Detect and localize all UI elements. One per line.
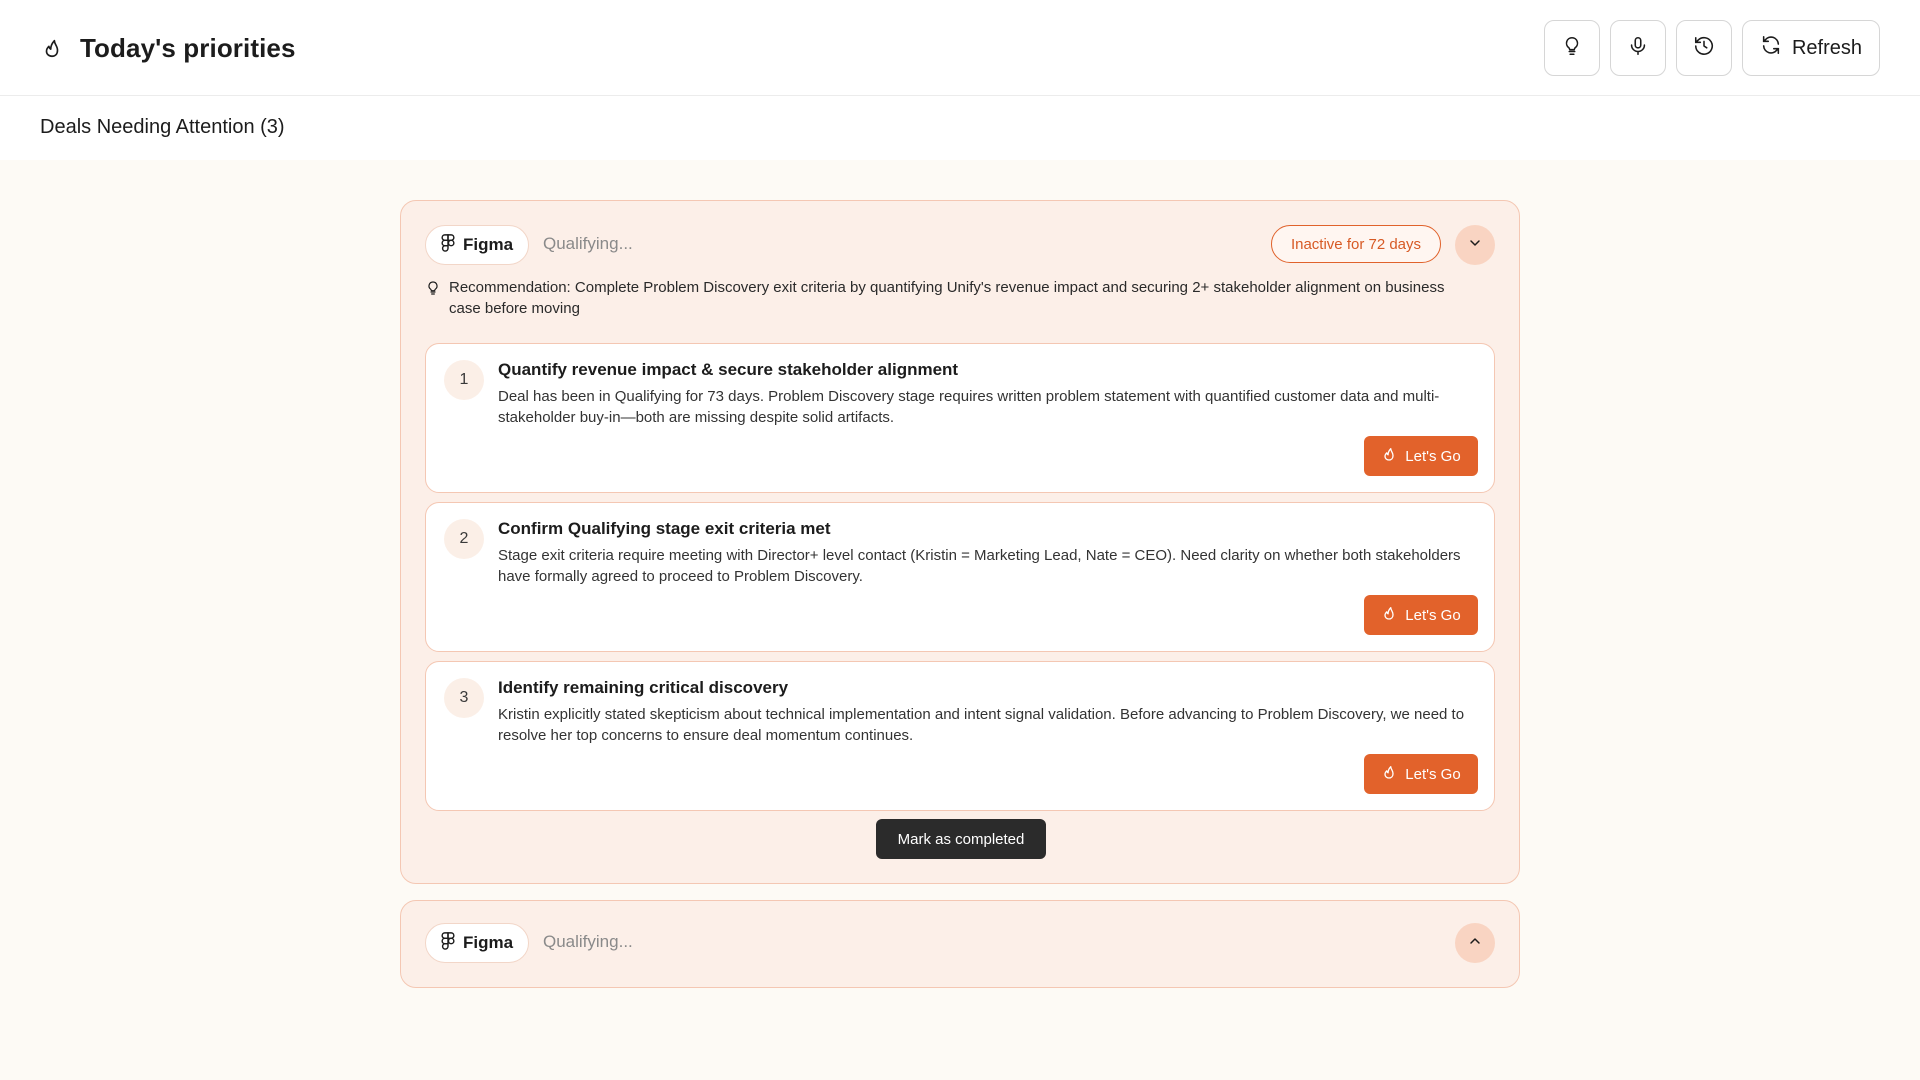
history-button[interactable] — [1676, 20, 1732, 76]
step-number: 2 — [444, 519, 484, 559]
chevron-up-icon — [1467, 933, 1483, 954]
company-name: Figma — [462, 235, 514, 254]
history-icon — [1693, 35, 1715, 62]
recommendation — [425, 277, 1445, 319]
lets-go-button[interactable] — [1364, 595, 1478, 635]
expand-button[interactable] — [1455, 923, 1495, 963]
voice-button[interactable] — [1610, 20, 1666, 76]
step-title: Confirm Qualifying stage exit criteria met — [498, 519, 831, 538]
company-chip[interactable] — [425, 225, 529, 265]
lets-go-label: Let's Go — [1405, 447, 1461, 465]
section-bar — [0, 96, 1920, 160]
flame-icon — [1381, 604, 1397, 626]
step-description: Kristin explicitly stated skepticism about technical implementation and intent signal validation. Before advancing to Problem Discovery, we need to resolve her top concerns to ensure deal momentum continues. — [498, 706, 1465, 744]
chevron-down-icon — [1467, 235, 1483, 256]
section-title: Deals Needing Attention (3) — [40, 116, 285, 138]
company-name: Figma — [462, 933, 514, 952]
step-description: Stage exit criteria require meeting with Director+ level contact (Kristin = Marketing Lead, Nate = CEO). Need clarity on whether both stakeholders have formally agreed to proceed to Problem Discovery. — [498, 547, 1461, 585]
page-title: Today's priorities — [80, 32, 296, 63]
company-chip[interactable] — [425, 923, 529, 963]
top-bar — [0, 0, 1920, 96]
collapse-button[interactable] — [1455, 225, 1495, 265]
lightbulb-icon — [1561, 35, 1583, 62]
step-title: Quantify revenue impact & secure stakeholder alignment — [498, 360, 959, 379]
step-number: 3 — [444, 678, 484, 718]
deal-stage: Qualifying... — [543, 932, 633, 951]
flame-icon — [1381, 763, 1397, 785]
mark-completed-button[interactable]: Mark as completed — [876, 819, 1046, 859]
step-number: 1 — [444, 360, 484, 400]
lets-go-button[interactable] — [1364, 436, 1478, 476]
refresh-button[interactable] — [1742, 20, 1880, 76]
lets-go-label: Let's Go — [1405, 765, 1461, 783]
inactive-badge: Inactive for 72 days — [1271, 225, 1441, 263]
figma-icon — [441, 234, 455, 257]
lets-go-button[interactable] — [1364, 754, 1478, 794]
action-step — [425, 502, 1495, 652]
step-title: Identify remaining critical discovery — [498, 678, 789, 697]
recommendation-text: Recommendation: Complete Problem Discovery exit criteria by quantifying Unify's revenue impact and securing 2+ stakeholder alignment on business case before moving — [449, 279, 1445, 317]
deal-card — [400, 200, 1520, 884]
microphone-icon — [1627, 35, 1649, 62]
lightbulb-icon — [425, 278, 441, 319]
action-step — [425, 343, 1495, 493]
lets-go-label: Let's Go — [1405, 606, 1461, 624]
refresh-icon — [1760, 34, 1782, 62]
refresh-label: Refresh — [1791, 36, 1863, 59]
deal-stage: Qualifying... — [543, 234, 633, 253]
title-group — [40, 30, 296, 66]
figma-icon — [441, 932, 455, 955]
insights-button[interactable] — [1544, 20, 1600, 76]
deal-card — [400, 900, 1520, 988]
step-description: Deal has been in Qualifying for 73 days. Problem Discovery stage requires written problem statement with quantified customer data and multi-stakeholder buy-in—both are missing despite solid artifacts. — [498, 388, 1440, 426]
flame-icon — [40, 36, 64, 60]
flame-icon — [1381, 445, 1397, 467]
action-step — [425, 661, 1495, 811]
